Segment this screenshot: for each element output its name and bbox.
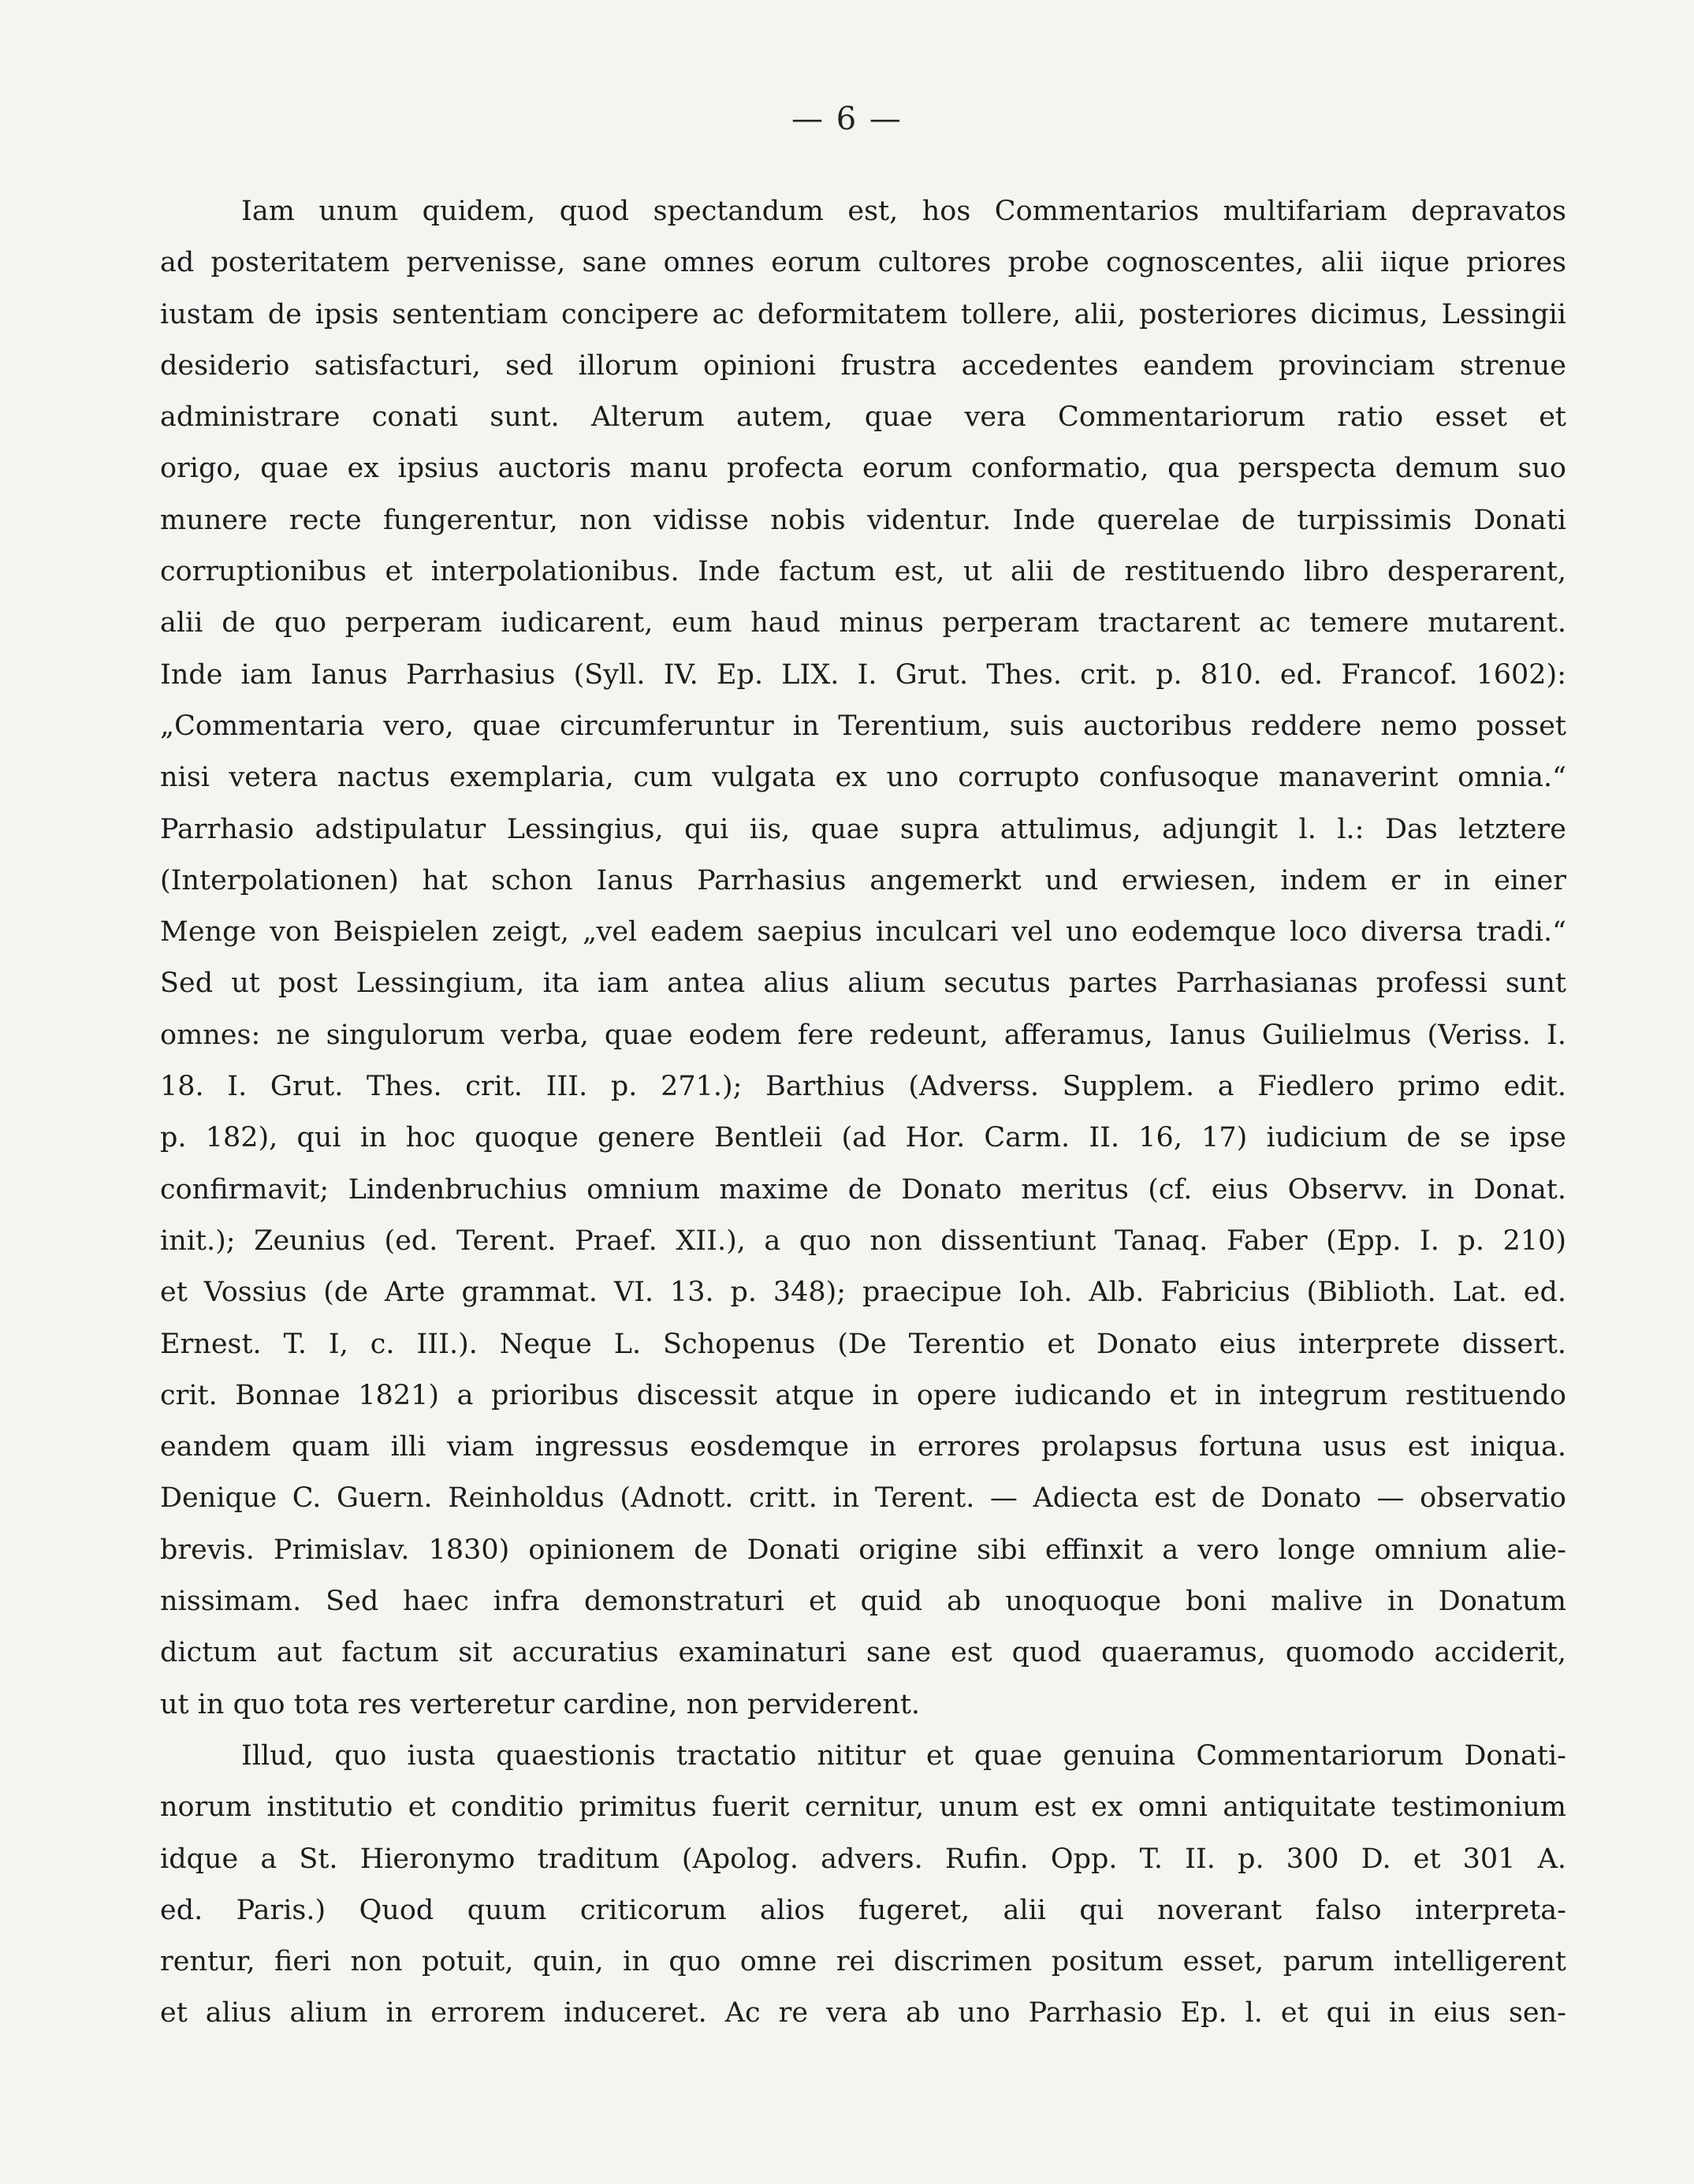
text-line: Inde iam Ianus Parrhasius (Syll. IV. Ep. LIX. I. Grut. Thes. crit. p. 810. ed. Francof. 1602): [160,658,1566,691]
text-line: et Vossius (de Arte grammat. VI. 13. p. 348); praecipue Ioh. Alb. Fabricius (Biblioth. Lat. ed. [160,1276,1566,1309]
text-line: omnes: ne singulorum verba, quae eodem fere redeunt, afferamus, Ianus Guilielmus (Veriss. I. [160,1019,1566,1051]
text-line: „Commentaria vero, quae circumferuntur in Terentium, suis auctoribus reddere nemo posset [160,710,1566,742]
text-line: Ernest. T. I, c. III.). Neque L. Schopenus (De Terentio et Donato eius interprete dissert. [160,1328,1566,1360]
text-line: (Interpolationen) hat schon Ianus Parrhasius angemerkt und erwiesen, indem er in einer [160,864,1566,896]
text-line: munere recte fungerentur, non vidisse nobis videntur. Inde querelae de turpissimis Donati [160,504,1566,536]
text-line: corruptionibus et interpolationibus. Inde factum est, ut alii de restituendo libro desperarent, [160,556,1566,588]
text-line: brevis. Primislav. 1830) opinionem de Donati origine sibi effinxit a vero longe omnium alie- [160,1534,1566,1566]
text-line: alii de quo perperam iudicarent, eum haud minus perperam tractarent ac temere mutarent. [160,607,1566,639]
text-line: Menge von Beispielen zeigt, „vel eadem saepius inculcari vel uno eodemque loco diversa tradi.“ [160,916,1566,949]
text-line: ut in quo tota res verteretur cardine, non perviderent. [160,1688,921,1720]
text-line: dictum aut factum sit accuratius examinaturi sane est quod quaeramus, quomodo acciderit, [160,1637,1566,1669]
text-line: idque a St. Hieronymo traditum (Apolog. advers. Rufin. Opp. T. II. p. 300 D. et 301 A. [160,1843,1566,1875]
text-line: confirmavit; Lindenbruchius omnium maxime de Donato meritus (cf. eius Observv. in Donat. [160,1173,1566,1206]
text-line: 18. I. Grut. Thes. crit. III. p. 271.); Barthius (Adverss. Supplem. a Fiedlero primo edit. [160,1071,1566,1103]
paragraph-1 [160,186,1566,1731]
text-block [160,186,1566,2040]
text-line: nisi vetera nactus exemplaria, cum vulgata ex uno corrupto confusoque manaverint omnia.“ [160,762,1566,794]
text-line: Iam unum quidem, quod spectandum est, hos Commentarios multifariam depravatos [241,196,1566,227]
text-line: eandem quam illi viam ingressus eosdemque in errores prolapsus fortuna usus est iniqua. [160,1431,1566,1463]
text-line: crit. Bonnae 1821) a prioribus discessit atque in opere iudicando et in integrum restituendo [160,1379,1566,1411]
text-line: rentur, fieri non potuit, quin, in quo omne rei discrimen positum esset, parum intelligerent [160,1946,1566,1978]
text-line: Sed ut post Lessingium, ita iam antea alius alium secutus partes Parrhasianas professi sunt [160,967,1566,1000]
text-line: desiderio satisfacturi, sed illorum opinioni frustra accedentes eandem provinciam strenue [160,349,1566,382]
text-line: et alius alium in errorem induceret. Ac re vera ab uno Parrhasio Ep. l. et qui in eius sen- [160,1997,1566,2029]
text-line: Denique C. Guern. Reinholdus (Adnott. critt. in Terent. — Adiecta est de Donato — observatio [160,1482,1566,1515]
page-number: — 6 — [791,101,903,137]
text-line: Parrhasio adstipulatur Lessingius, qui iis, quae supra attulimus, adjungit l. l.: Das letztere [160,813,1566,845]
text-line: norum institutio et conditio primitus fuerit cernitur, unum est ex omni antiquitate testimonium [160,1791,1566,1824]
paragraph-2 [160,1731,1566,2040]
text-line: p. 182), qui in hoc quoque genere Bentleii (ad Hor. Carm. II. 16, 17) iudicium de se ipse [160,1122,1566,1154]
text-line: ad posteritatem pervenisse, sane omnes eorum cultores probe cognoscentes, alii iique priores [160,247,1566,279]
text-line: administrare conati sunt. Alterum autem, quae vera Commentariorum ratio esset et [160,401,1566,434]
text-line: Illud, quo iusta quaestionis tractatio nititur et quae genuina Commentariorum Donati- [241,1739,1566,1772]
text-line: iustam de ipsis sententiam concipere ac deformitatem tollere, alii, posteriores dicimus, Lessingii [160,298,1566,330]
text-line: ed. Paris.) Quod quum criticorum alios fugeret, alii qui noverant falso interpreta- [160,1894,1566,1926]
text-line: origo, quae ex ipsius auctoris manu profecta eorum conformatio, qua perspecta demum suo [160,453,1566,485]
text-line: nissimam. Sed haec infra demonstraturi et quid ab unoquoque boni malive in Donatum [160,1586,1566,1618]
text-line: init.); Zeunius (ed. Terent. Praef. XII.), a quo non dissentiunt Tanaq. Faber (Epp. I. p. 210) [160,1224,1566,1257]
